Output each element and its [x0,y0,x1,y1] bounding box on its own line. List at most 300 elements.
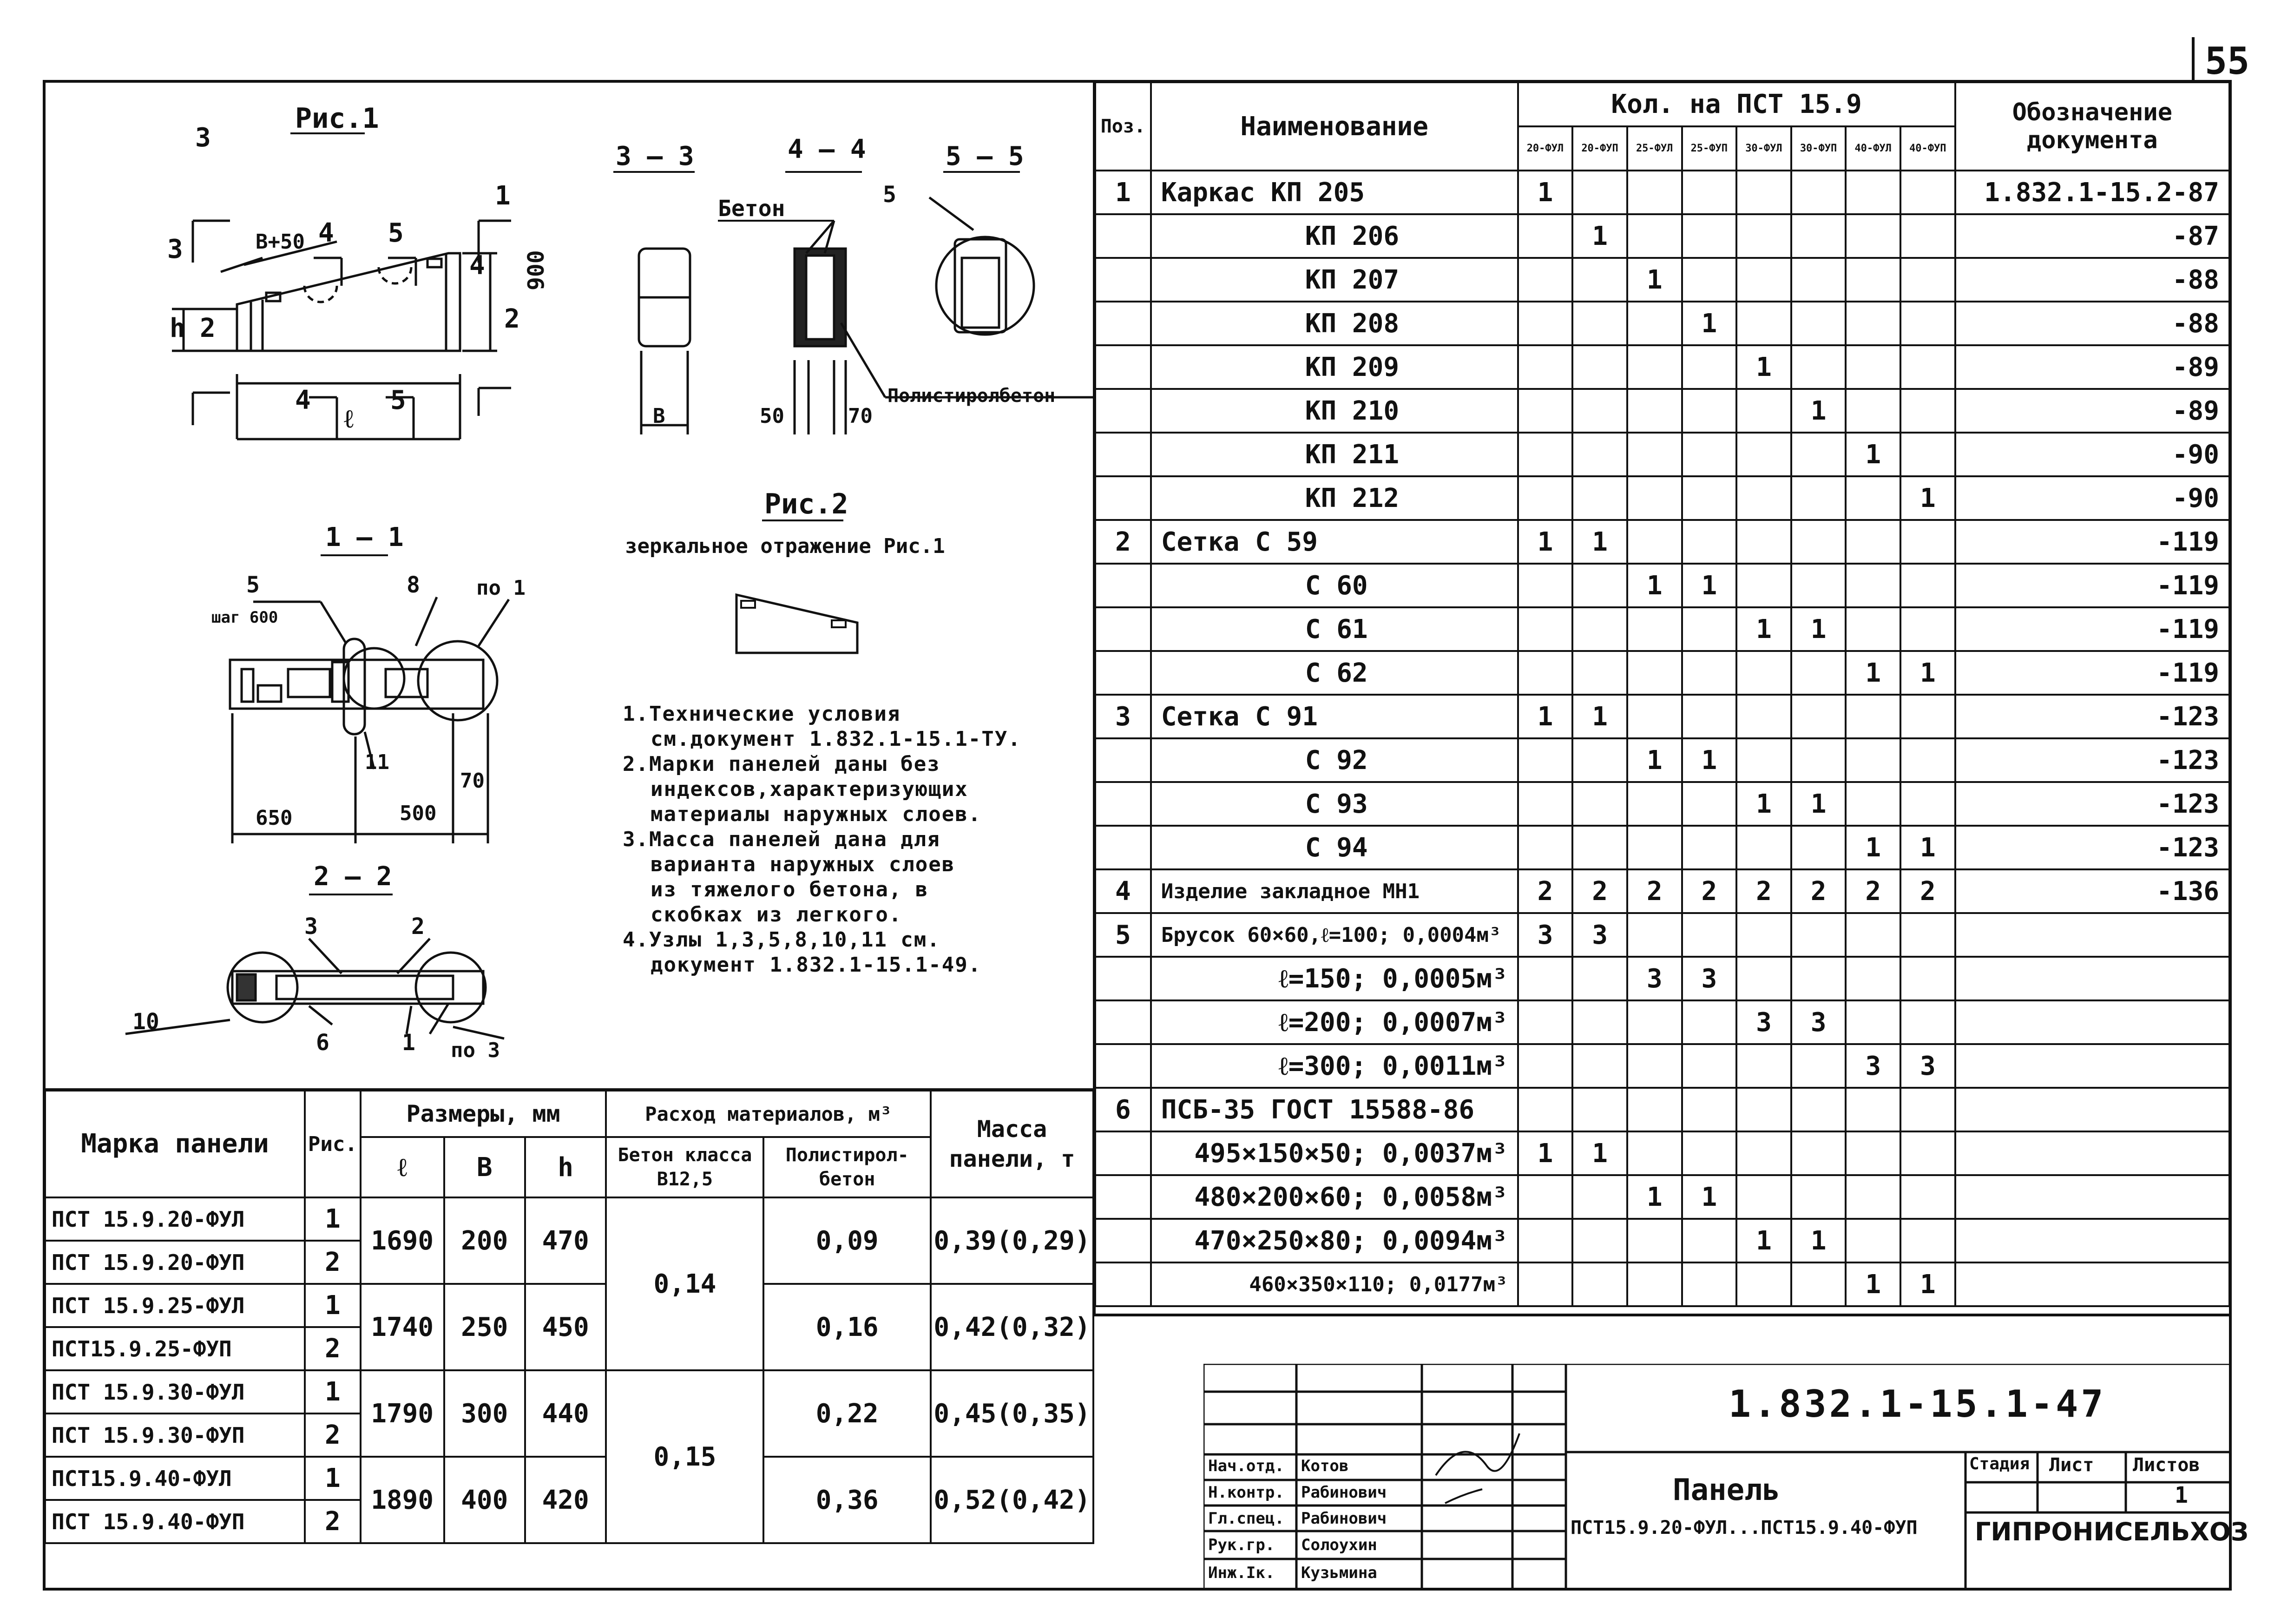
spec-qty: 1 [1682,302,1737,345]
spec-qty: 1 [1518,1131,1573,1175]
spec-qty [1682,1131,1737,1175]
spec-qty [1572,1262,1627,1306]
role-1: Нач.отд. [1208,1457,1284,1475]
spec-qty [1791,1262,1846,1306]
panel-row [45,1370,1093,1414]
spec-qty [1791,913,1846,957]
panel-dim-b: 400 [444,1457,525,1543]
spec-qty [1518,1262,1573,1306]
note-line: см.документ 1.832.1-15.1-ТУ. [651,727,1021,751]
spec-qty [1791,651,1846,695]
spec-qty [1627,1000,1682,1044]
spec-qty: 3 [1900,1044,1955,1088]
spec-doc: -123 [1955,695,2229,738]
spec-qty [1518,433,1573,476]
spec-qty [1572,826,1627,869]
dim-b50: В+50 [256,230,305,254]
hdr-polystyrene: Полистирол-бетон [763,1137,931,1197]
spec-qty [1572,957,1627,1000]
spec-doc: -119 [1955,564,2229,607]
spec-name: С 94 [1151,826,1518,869]
sec-2-2-title: 2 – 2 [314,861,392,892]
spec-qty [1846,389,1900,433]
spec-row [1095,258,2229,302]
label-3-sec22: 3 [304,914,318,940]
spec-qty [1572,651,1627,695]
spec-row [1095,433,2229,476]
spec-qty [1791,1088,1846,1131]
spec-qty: 1 [1736,607,1791,651]
spec-qty: 1 [1682,1175,1737,1219]
spec-row [1095,869,2229,913]
spec-qty: 1 [1627,738,1682,782]
spec-qty [1572,258,1627,302]
spec-qty [1736,564,1791,607]
hdr-name: Наименование [1151,82,1518,171]
spec-qty: 3 [1518,913,1573,957]
fig2-title: Рис.2 [764,488,848,520]
note-line: скобках из легкого. [651,903,902,927]
panel-mark: ПСТ 15.9.20-ФУП [45,1241,305,1284]
role-4: Рук.гр. [1208,1536,1275,1554]
spec-qty [1627,1088,1682,1131]
spec-qty [1518,1044,1573,1088]
spec-qty [1900,957,1955,1000]
spec-row [1095,607,2229,651]
spec-name: ℓ=200; 0,0007м³ [1151,1000,1518,1044]
dim-l: ℓ [344,404,354,434]
hdr-mark: Марка панели [45,1091,305,1197]
sheet-label: Лист [2049,1454,2094,1476]
spec-row [1095,476,2229,520]
spec-qty [1900,1219,1955,1262]
spec-qty [1900,913,1955,957]
label-11: 11 [365,750,389,774]
spec-qty [1682,695,1737,738]
doc-code: 1.832.1-15.1-47 [1729,1382,2106,1426]
spec-qty [1846,1131,1900,1175]
spec-qty [1627,520,1682,564]
spec-qty [1846,1000,1900,1044]
role-2: Н.контр. [1208,1483,1284,1502]
spec-qty [1682,1262,1737,1306]
spec-qty: 3 [1682,957,1737,1000]
spec-qty: 1 [1572,695,1627,738]
spec-qty: 1 [1736,345,1791,389]
spec-pos [1095,389,1151,433]
spec-qty [1518,1219,1573,1262]
spec-qty [1682,389,1737,433]
panel-fig: 1 [305,1370,361,1414]
panel-mass: 0,39(0,29) [931,1197,1093,1284]
spec-row [1095,1219,2229,1262]
spec-qty: 2 [1791,869,1846,913]
spec-pos [1095,651,1151,695]
spec-pos: 6 [1095,1088,1151,1131]
spec-qty: 2 [1900,869,1955,913]
panel-dim-l: 1690 [361,1197,444,1284]
spec-row [1095,1088,2229,1131]
spec-qty [1518,302,1573,345]
spec-pos: 5 [1095,913,1151,957]
spec-name: КП 209 [1151,345,1518,389]
dim-500: 500 [400,802,437,825]
spec-qty [1627,651,1682,695]
spec-qty: 1 [1572,214,1627,258]
spec-doc: -119 [1955,651,2229,695]
spec-qty [1736,1044,1791,1088]
spec-qty [1846,171,1900,214]
spec-row [1095,651,2229,695]
hdr-doc: Обозначение документа [1955,82,2229,171]
spec-row [1095,1000,2229,1044]
sec3-bottom-label: 3 [167,234,183,264]
spec-qty [1846,695,1900,738]
spec-pos: 3 [1095,695,1151,738]
spec-row [1095,1175,2229,1219]
spec-qty [1682,1044,1737,1088]
spec-qty: 3 [1736,1000,1791,1044]
hdr-variant: 30-ФУП [1791,126,1846,171]
notes-block [623,702,1021,978]
spec-pos [1095,607,1151,651]
spec-row [1095,782,2229,826]
hdr-variant: 40-ФУП [1900,126,1955,171]
note-line: варианта наружных слоев [651,853,955,876]
spec-qty [1900,389,1955,433]
spec-qty [1736,433,1791,476]
spec-name: Сетка С 91 [1151,695,1518,738]
spec-row [1095,913,2229,957]
spec-name: КП 210 [1151,389,1518,433]
spec-qty [1572,1088,1627,1131]
spec-pos [1095,957,1151,1000]
spec-qty [1572,1044,1627,1088]
spec-pos [1095,1219,1151,1262]
spec-qty [1846,302,1900,345]
spec-qty [1846,1175,1900,1219]
spec-name: С 92 [1151,738,1518,782]
spec-qty [1682,913,1737,957]
name-4: Солоухин [1301,1536,1377,1554]
spec-doc: -89 [1955,389,2229,433]
spec-qty [1572,1000,1627,1044]
label-10: 10 [132,1009,159,1035]
spec-qty: 1 [1518,171,1573,214]
spec-pos: 4 [1095,869,1151,913]
spec-pos [1095,1262,1151,1306]
spec-name: Брусок 60×60,ℓ=100; 0,0004м³ [1151,913,1518,957]
spec-pos [1095,826,1151,869]
spec-qty [1900,433,1955,476]
spec-qty [1736,520,1791,564]
spec-qty [1900,738,1955,782]
spec-qty [1791,258,1846,302]
spec-pos [1095,782,1151,826]
spec-doc: -119 [1955,607,2229,651]
spec-qty: 1 [1736,1219,1791,1262]
panel-rows [45,1197,1093,1543]
sec2-label: 2 [504,304,520,334]
panel-concrete: 0,15 [606,1370,763,1543]
spec-doc: -123 [1955,826,2229,869]
panel-fig: 2 [305,1500,361,1543]
spec-qty [1572,389,1627,433]
name-2: Рабинович [1301,1483,1387,1502]
spec-qty: 1 [1572,1131,1627,1175]
spec-qty: 1 [1682,738,1737,782]
spec-qty [1627,1131,1682,1175]
spec-name: ℓ=300; 0,0011м³ [1151,1044,1518,1088]
panel-dim-h: 450 [525,1284,606,1370]
spec-qty [1900,171,1955,214]
spec-qty [1846,345,1900,389]
hdr-fig: Рис. [305,1091,361,1197]
spec-qty [1846,1088,1900,1131]
spec-qty [1900,258,1955,302]
spec-qty [1900,1131,1955,1175]
panel-mark: ПСТ 15.9.25-ФУЛ [45,1284,305,1327]
hdr-variant: 25-ФУП [1682,126,1737,171]
panel-fig: 1 [305,1457,361,1500]
spec-qty [1572,1175,1627,1219]
spec-doc [1955,1088,2229,1131]
spec-doc [1955,1219,2229,1262]
beton-label: Бетон [718,196,785,222]
name-5: Кузьмина [1301,1564,1377,1582]
spec-doc: -119 [1955,520,2229,564]
spec-qty [1572,1219,1627,1262]
panel-mark: ПСТ 15.9.20-ФУЛ [45,1197,305,1241]
sheet-value: 1 [2175,1482,2188,1508]
panel-fig: 2 [305,1327,361,1370]
spec-doc: 1.832.1-15.2-87 [1955,171,2229,214]
spec-qty: 1 [1900,826,1955,869]
panel-dim-b: 200 [444,1197,525,1284]
panel-mark: ПСТ 15.9.30-ФУП [45,1414,305,1457]
spec-qty [1736,302,1791,345]
fig1-title: Рис.1 [295,102,379,135]
sheet-number: 55 [2205,39,2250,83]
spec-qty [1736,738,1791,782]
note-line: индексов,характеризующих [651,777,968,801]
label-5-sec11: 5 [246,572,260,598]
spec-qty: 2 [1518,869,1573,913]
panel-concrete: 0,14 [606,1197,763,1370]
spec-qty [1682,607,1737,651]
spec-qty [1572,782,1627,826]
label-2-sec22: 2 [411,914,425,940]
spec-qty [1736,695,1791,738]
panel-dim-h: 440 [525,1370,606,1457]
spec-qty: 1 [1518,520,1573,564]
hdr-variant: 40-ФУЛ [1846,126,1900,171]
panel-row [45,1197,1093,1241]
note-line: 3.Масса панелей дана для [623,828,940,851]
polystyrene-label: Полистиролбетон [887,385,1056,407]
spec-doc: -88 [1955,258,2229,302]
spec-qty [1791,345,1846,389]
dim-b-section: В [653,404,665,428]
spec-qty [1518,564,1573,607]
sec4-bottom-label: 4 [295,385,311,415]
spec-pos [1095,1175,1151,1219]
spec-qty [1736,826,1791,869]
panel-fig: 2 [305,1241,361,1284]
spec-qty [1518,738,1573,782]
spec-qty [1846,1219,1900,1262]
spec-qty [1791,738,1846,782]
spec-qty [1518,258,1573,302]
sheets-label: Листов [2133,1454,2200,1476]
spec-qty [1900,345,1955,389]
spec-row [1095,1044,2229,1088]
spec-qty: 1 [1846,826,1900,869]
spec-qty [1900,520,1955,564]
spec-qty [1627,695,1682,738]
spec-qty: 3 [1791,1000,1846,1044]
spec-name: Изделие закладное МН1 [1151,869,1518,913]
spec-name: Каркас КП 205 [1151,171,1518,214]
spec-qty [1627,1219,1682,1262]
hdr-h: h [525,1137,606,1197]
spec-qty: 1 [1627,564,1682,607]
note-line: 2.Марки панелей даны без [623,752,940,776]
spec-qty: 1 [1900,476,1955,520]
spec-qty [1627,345,1682,389]
spec-qty [1518,957,1573,1000]
spec-qty [1846,564,1900,607]
fig1-panel-elevation [172,221,511,439]
spec-qty [1900,1088,1955,1131]
spec-qty [1846,957,1900,1000]
spec-pos [1095,1044,1151,1088]
spec-name: 480×200×60; 0,0058м³ [1151,1175,1518,1219]
spec-qty [1846,258,1900,302]
spec-name: С 93 [1151,782,1518,826]
spec-qty [1682,345,1737,389]
spec-qty [1518,826,1573,869]
spec-qty: 1 [1627,1175,1682,1219]
panel-row [45,1284,1093,1327]
spec-name: С 61 [1151,607,1518,651]
spec-qty [1900,302,1955,345]
spec-pos [1095,476,1151,520]
hdr-l: ℓ [361,1137,444,1197]
panel-mark: ПСТ15.9.40-ФУЛ [45,1457,305,1500]
spec-qty: 1 [1846,1262,1900,1306]
spec-qty [1736,1088,1791,1131]
spec-doc [1955,957,2229,1000]
spec-qty [1682,1219,1737,1262]
spec-row [1095,1131,2229,1175]
label-8: 8 [407,572,420,598]
spec-qty: 1 [1900,651,1955,695]
spec-pos [1095,564,1151,607]
note-line: 4.Узлы 1,3,5,8,10,11 см. [623,928,940,952]
panel-fig: 1 [305,1197,361,1241]
spec-qty [1518,782,1573,826]
panel-polystyrene: 0,36 [763,1457,931,1543]
spec-row [1095,695,2229,738]
spec-qty: 2 [1627,869,1682,913]
spec-qty [1736,1175,1791,1219]
sec5-top-label: 5 [388,218,404,248]
spec-qty [1736,214,1791,258]
spec-qty [1627,389,1682,433]
spec-qty [1682,1088,1737,1131]
panel-dim-l: 1890 [361,1457,444,1543]
spec-qty [1518,1175,1573,1219]
spec-qty [1627,171,1682,214]
panel-mark: ПСТ 15.9.30-ФУЛ [45,1370,305,1414]
spec-qty [1627,782,1682,826]
spec-qty: 1 [1791,1219,1846,1262]
spec-qty: 2 [1736,869,1791,913]
spec-qty [1791,1044,1846,1088]
spec-pos [1095,345,1151,389]
spec-qty [1791,302,1846,345]
panel-fig: 2 [305,1414,361,1457]
spec-qty [1900,1175,1955,1219]
spec-qty [1572,476,1627,520]
spec-qty [1736,389,1791,433]
spec-pos [1095,214,1151,258]
spec-qty [1900,564,1955,607]
spec-doc: -90 [1955,476,2229,520]
spec-qty [1846,738,1900,782]
spec-qty [1627,913,1682,957]
label-po3: по 3 [451,1039,500,1062]
spec-row [1095,345,2229,389]
spec-qty [1736,651,1791,695]
sec3-top-label: 3 [195,123,211,153]
panel-dim-b: 250 [444,1284,525,1370]
spec-name: КП 208 [1151,302,1518,345]
spec-qty: 1 [1682,564,1737,607]
spec-qty [1518,651,1573,695]
spec-qty [1627,433,1682,476]
spec-qty [1627,302,1682,345]
spec-doc: -89 [1955,345,2229,389]
dim-70-section: 70 [848,404,873,428]
dim-h: h [170,313,185,343]
spec-name: КП 212 [1151,476,1518,520]
note-line: 1.Технические условия [623,702,901,726]
signature-mark [1436,1433,1519,1503]
panel-dim-b: 300 [444,1370,525,1457]
spec-qty [1518,607,1573,651]
stage-label: Стадия [1969,1454,2030,1473]
spec-qty [1682,651,1737,695]
spec-qty [1572,171,1627,214]
spec-pos: 2 [1095,520,1151,564]
spec-qty [1682,258,1737,302]
spec-name: 470×250×80; 0,0094м³ [1151,1219,1518,1262]
spec-qty [1572,302,1627,345]
spec-qty [1518,1088,1573,1131]
spec-qty [1682,520,1737,564]
spec-qty [1627,214,1682,258]
label-1-sec22: 1 [402,1030,415,1056]
spec-qty [1736,476,1791,520]
spec-qty [1572,345,1627,389]
step-600-label: шаг 600 [211,608,278,627]
spec-qty [1791,826,1846,869]
spec-qty [1627,826,1682,869]
spec-qty [1682,1000,1737,1044]
spec-qty [1627,1044,1682,1088]
